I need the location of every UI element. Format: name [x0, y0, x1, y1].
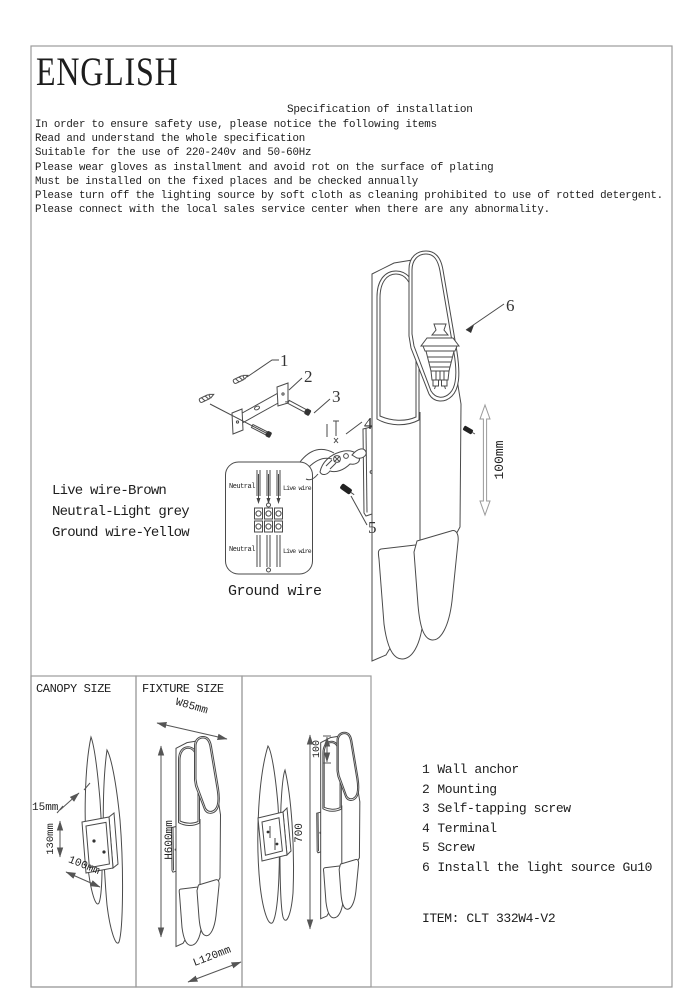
callout-2: 2	[304, 367, 313, 386]
fixture-width-dim: W85mm	[174, 696, 210, 718]
instruction-line: Please turn off the lighting source by soft cloth as cleaning prohibited to use of rotted detergent.	[35, 190, 663, 203]
language-title: ENGLISH	[36, 49, 179, 94]
legend-line: Live wire-Brown	[52, 483, 167, 499]
terminal-screw-icon	[327, 421, 339, 443]
item-code: ITEM: CLT 332W4-V2	[422, 911, 556, 926]
canopy-box-title: CANOPY SIZE	[36, 682, 111, 696]
wall-anchor-icon	[233, 373, 249, 384]
canopy-width-dim: 100mm	[66, 854, 102, 878]
instructions	[35, 118, 663, 217]
parts-list-item: 5 Screw	[422, 840, 475, 855]
legend-line: Ground wire-Yellow	[52, 525, 189, 541]
instruction-line: Read and understand the whole specification	[35, 133, 306, 146]
parts-list-item: 6 Install the light source Gu10	[422, 859, 653, 875]
terminal-connectors	[255, 508, 283, 532]
installed-size-drawing	[258, 732, 360, 929]
callout-6: 6	[506, 296, 515, 315]
instruction-line: Please connect with the local sales service center when there are any abnormality.	[35, 204, 550, 217]
fixture-length-dim: L120mm	[191, 944, 233, 970]
bubble-live-top: Live wire	[283, 485, 311, 492]
instruction-line: Must be installed on the fixed places and be checked annually	[35, 175, 419, 188]
mounting-bracket	[232, 383, 288, 434]
callout-3: 3	[332, 387, 341, 406]
installed-height-dim: 700	[294, 823, 306, 843]
bubble-live-bottom: Live wire	[283, 548, 311, 555]
wiring-detail-bubble	[226, 449, 335, 574]
main-height-dim: 100mm	[492, 440, 507, 480]
parts-list-item: 3 Self-tapping screw	[422, 801, 571, 816]
legend-line: Neutral-Light grey	[52, 504, 189, 520]
parts-list-item: 4 Terminal	[422, 820, 497, 836]
fixture-box-title: FIXTURE SIZE	[142, 682, 224, 696]
callout-5: 5	[368, 518, 377, 537]
canopy-size-drawing	[32, 737, 123, 943]
installed-top-dim: 100	[312, 739, 323, 759]
callout-4: 4	[364, 414, 373, 433]
wire-color-legend	[52, 481, 189, 544]
parts-list	[422, 760, 652, 877]
ground-wire-caption: Ground wire	[228, 583, 322, 600]
canopy-height-dim: 130mm	[45, 823, 57, 855]
callout-1: 1	[280, 351, 289, 370]
parts-list-item: 2 Mounting	[422, 781, 497, 797]
canopy-depth-dim: 15mm	[32, 802, 59, 814]
bubble-neutral-bottom: Neutral	[229, 546, 255, 554]
parts-list-item: 1 Wall anchor	[422, 762, 519, 777]
height-arrow	[480, 405, 490, 515]
instruction-line: Suitable for the use of 220-240v and 50-60Hz	[35, 147, 312, 160]
wall-anchor-icon	[199, 392, 215, 403]
fixture-size-drawing	[157, 697, 241, 982]
screw-icon	[462, 425, 476, 436]
fixture-height-dim: H600mm	[164, 820, 176, 860]
instruction-line: Please wear gloves as installment and avoid rot on the surface of plating	[35, 161, 494, 174]
bubble-neutral-top: Neutral	[229, 483, 255, 491]
screw-icon	[339, 483, 356, 497]
spec-title: Specification of installation	[287, 104, 473, 116]
terminal-block	[306, 449, 366, 480]
instruction-line: In order to ensure safety use, please notice the following items	[35, 119, 437, 131]
